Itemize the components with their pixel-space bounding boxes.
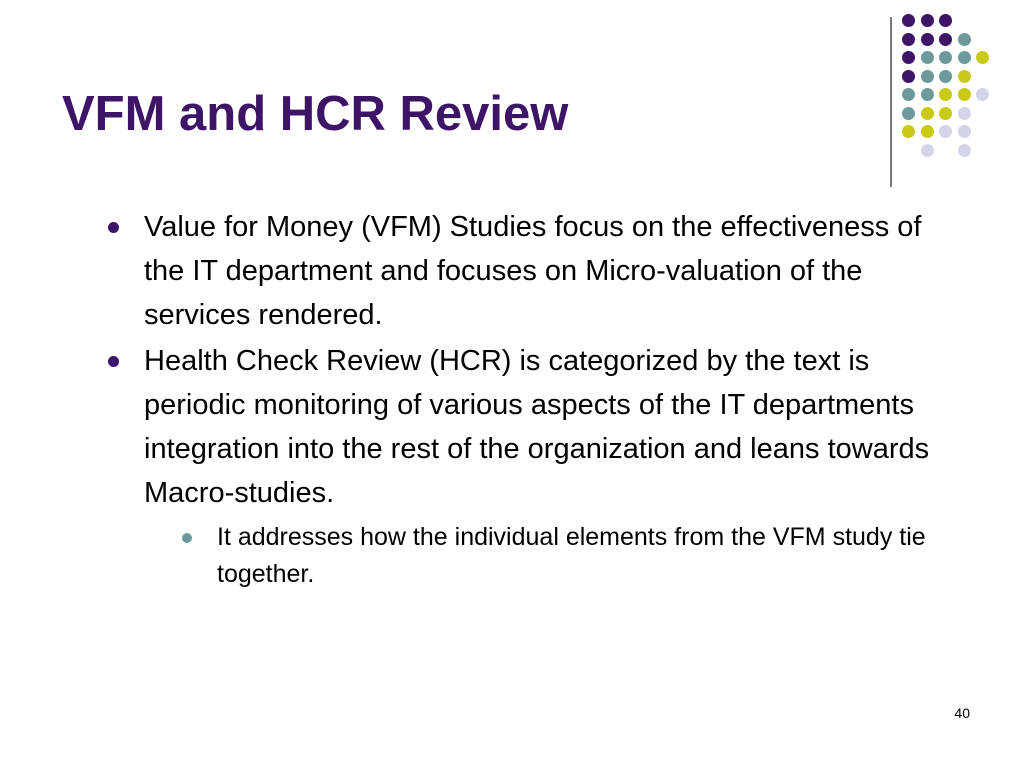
decorative-dot	[958, 107, 971, 120]
decorative-dot	[921, 107, 934, 120]
bullet-item	[108, 339, 958, 593]
decorative-dot	[902, 33, 915, 46]
decorative-dot	[921, 144, 934, 157]
decorative-dot	[958, 144, 971, 157]
decorative-dot	[976, 51, 989, 64]
decorative-dot	[902, 88, 915, 101]
decorative-dot	[958, 51, 971, 64]
bullet-icon	[108, 356, 119, 367]
decorative-dot	[939, 107, 952, 120]
bullet-text: Health Check Review (HCR) is categorized by the text is periodic monitoring of various aspects of the IT departments integration into the rest of the organization and leans towards Macro-studies.	[144, 345, 930, 509]
decorative-dot	[939, 70, 952, 83]
decorative-dot	[958, 33, 971, 46]
sub-bullet-item	[180, 519, 958, 593]
decorative-dot	[958, 125, 971, 138]
decorative-dot	[921, 70, 934, 83]
decorative-dot	[902, 14, 915, 27]
vertical-divider	[890, 17, 892, 187]
decorative-dot	[976, 88, 989, 101]
slide-title: VFM and HCR Review	[62, 87, 569, 141]
bullet-icon	[108, 222, 119, 233]
decorative-dot	[902, 51, 915, 64]
decorative-dot	[958, 88, 971, 101]
decorative-dot	[902, 125, 915, 138]
decorative-dot	[921, 125, 934, 138]
decorative-dot	[939, 125, 952, 138]
sub-bullet-text: It addresses how the individual elements from the VFM study tie together.	[217, 523, 926, 588]
decorative-dot	[939, 14, 952, 27]
bullet-list	[108, 205, 958, 595]
decorative-dot	[921, 88, 934, 101]
page-number: 40	[954, 705, 970, 721]
bullet-item	[108, 205, 958, 337]
decorative-dot-grid	[902, 14, 1012, 164]
decorative-dot	[902, 70, 915, 83]
decorative-dot	[939, 51, 952, 64]
decorative-dot	[921, 51, 934, 64]
decorative-dot	[921, 33, 934, 46]
bullet-text: Value for Money (VFM) Studies focus on the effectiveness of the IT department and focuses on Micro-valuation of the services rendered.	[144, 211, 922, 331]
decorative-dot	[939, 88, 952, 101]
decorative-dot	[958, 70, 971, 83]
decorative-dot	[939, 33, 952, 46]
decorative-dot	[902, 107, 915, 120]
decorative-dot	[921, 14, 934, 27]
sub-bullet-icon	[182, 533, 192, 543]
